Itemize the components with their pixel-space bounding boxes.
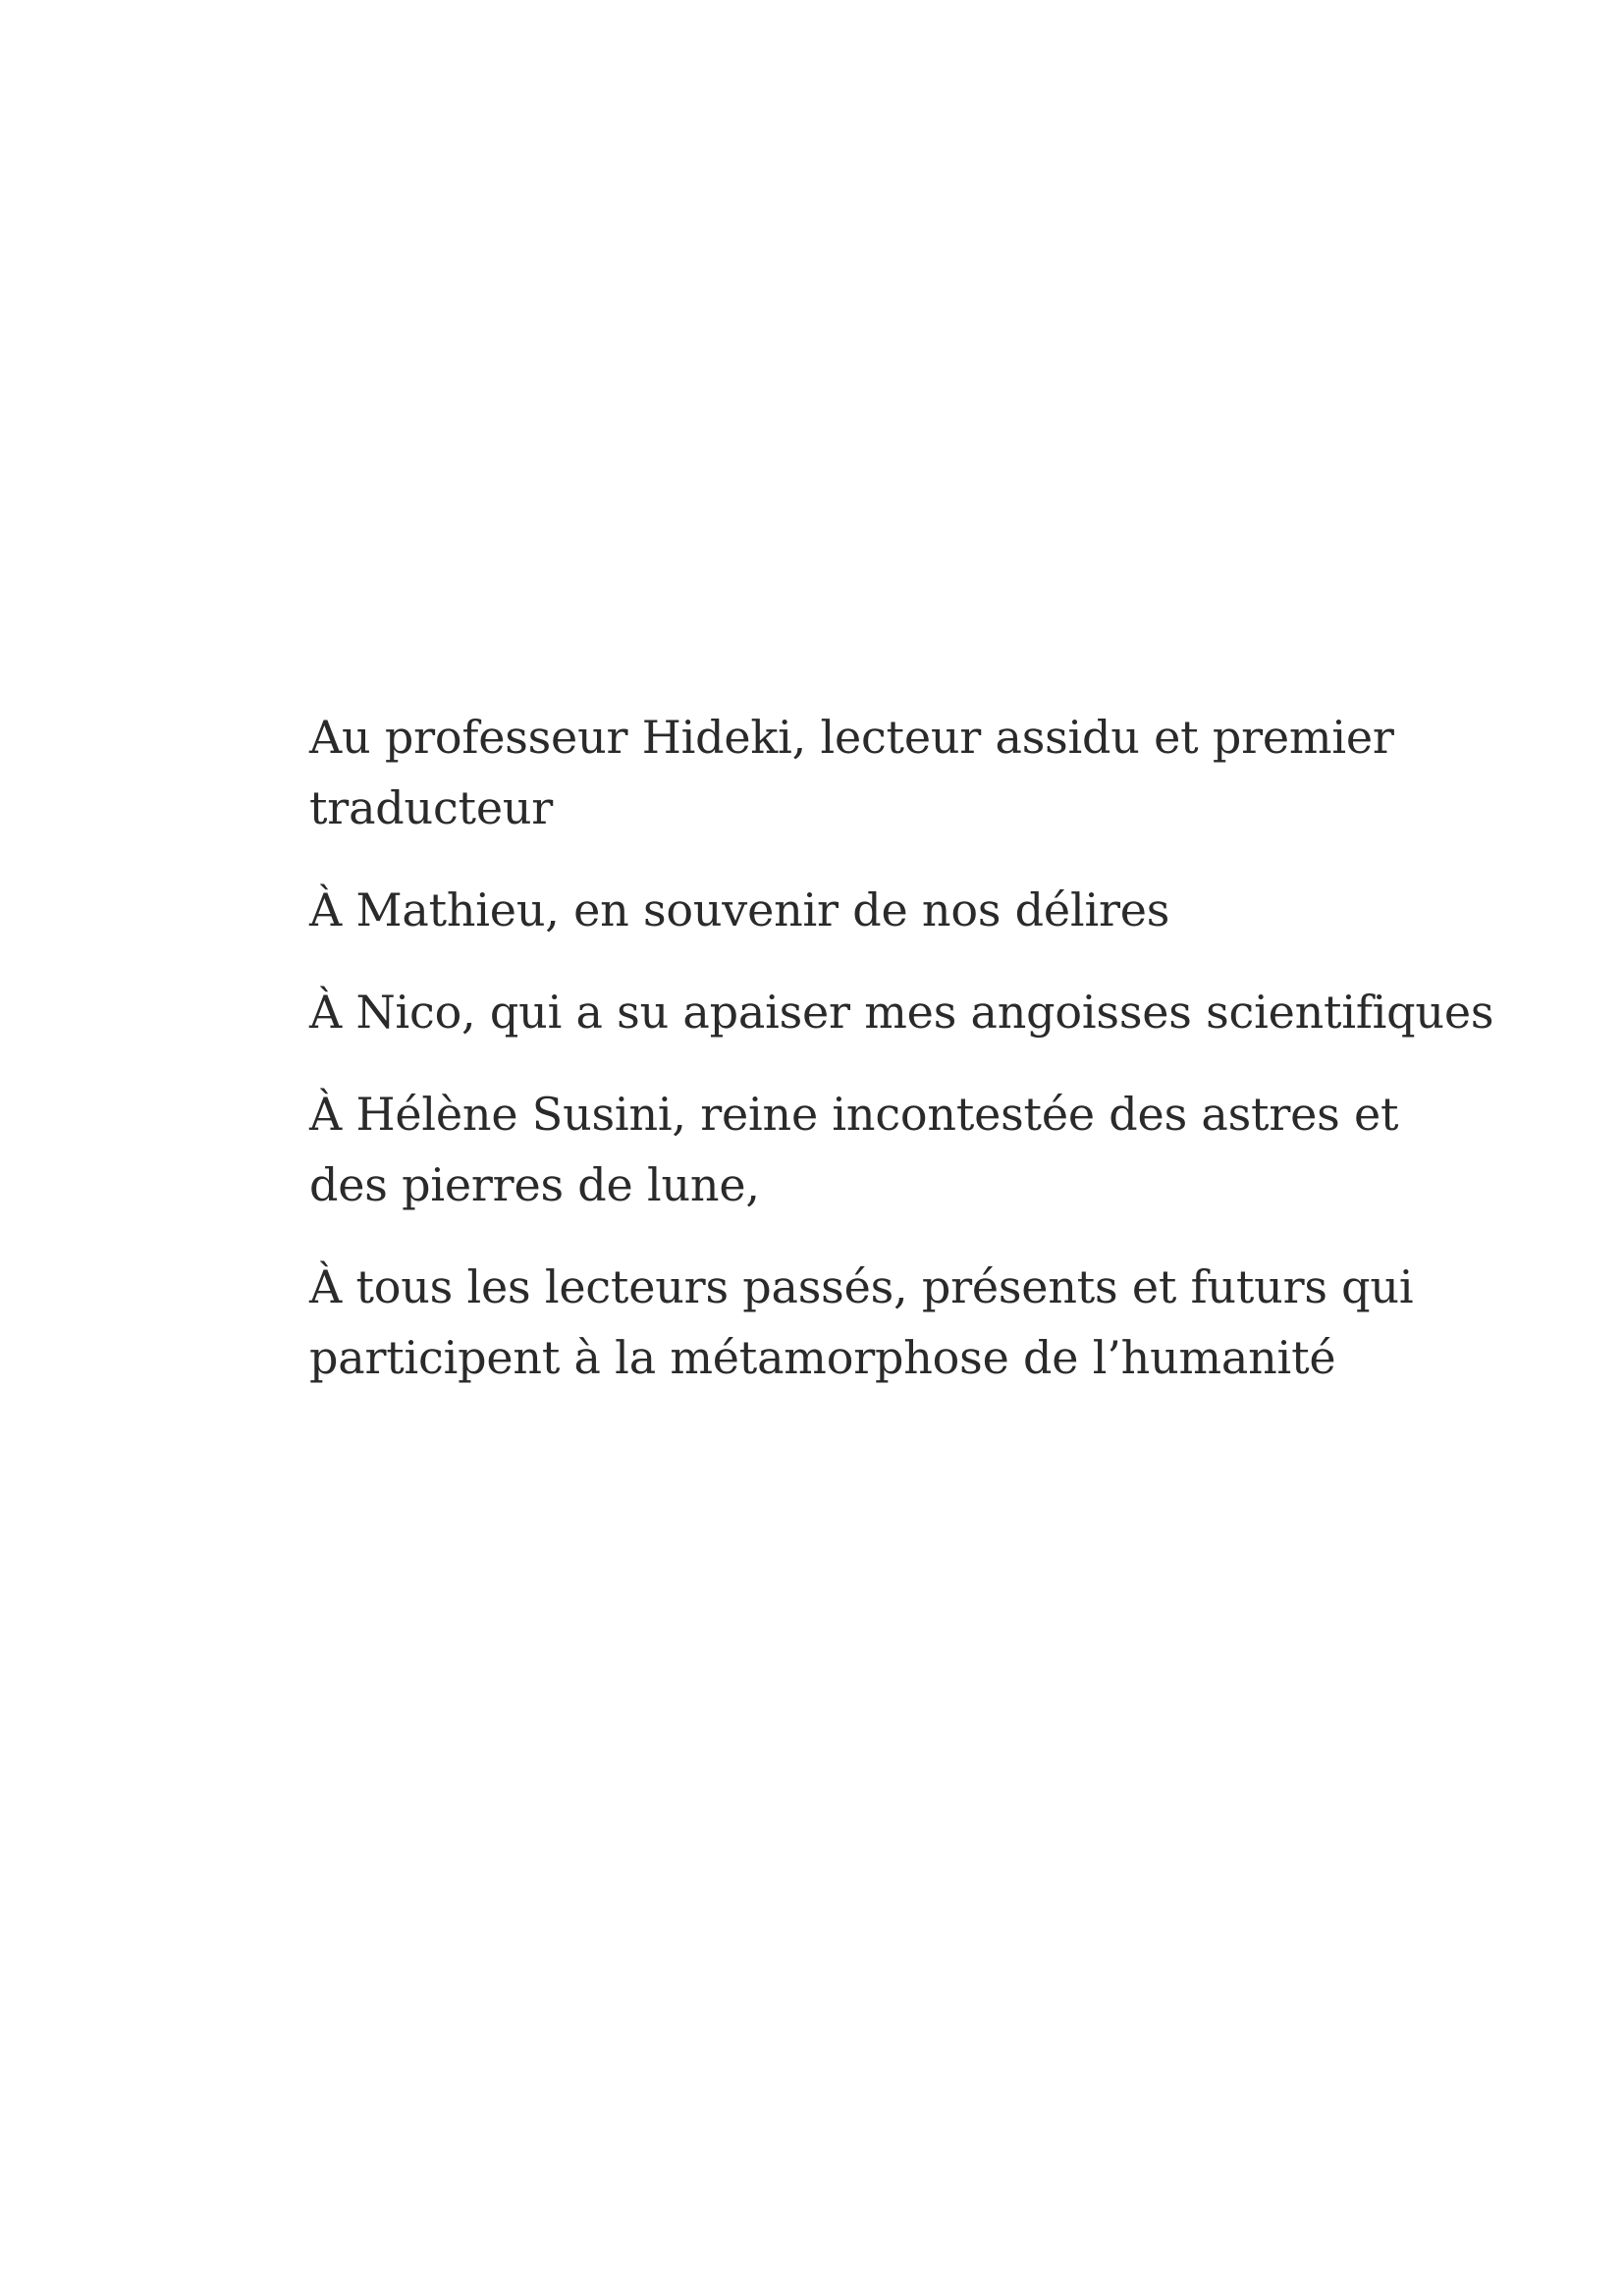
dedication-line: Au professeur Hideki, lecteur assidu et premier — [309, 711, 1394, 764]
dedication-line: participent à la métamorphose de l’humanité — [309, 1331, 1336, 1384]
dedication-line: À tous les lecteurs passés, présents et futurs qui — [309, 1260, 1414, 1313]
dedication-line: des pierres de lune, — [309, 1158, 760, 1211]
dedication-line: À Hélène Susini, reine incontestée des astres et — [309, 1088, 1399, 1141]
dedication-paragraph — [309, 1252, 1429, 1393]
dedication-paragraph — [309, 702, 1429, 843]
dedication-block — [309, 702, 1494, 1424]
dedication-line: À Mathieu, en souvenir de nos délires — [309, 883, 1170, 936]
dedication-line: À Nico, qui a su apaiser mes angoisses scientifiques — [309, 986, 1494, 1039]
dedication-paragraph — [309, 977, 1494, 1047]
dedication-paragraph — [309, 1079, 1429, 1220]
dedication-line: traducteur — [309, 781, 554, 834]
dedication-paragraph — [309, 875, 1429, 945]
